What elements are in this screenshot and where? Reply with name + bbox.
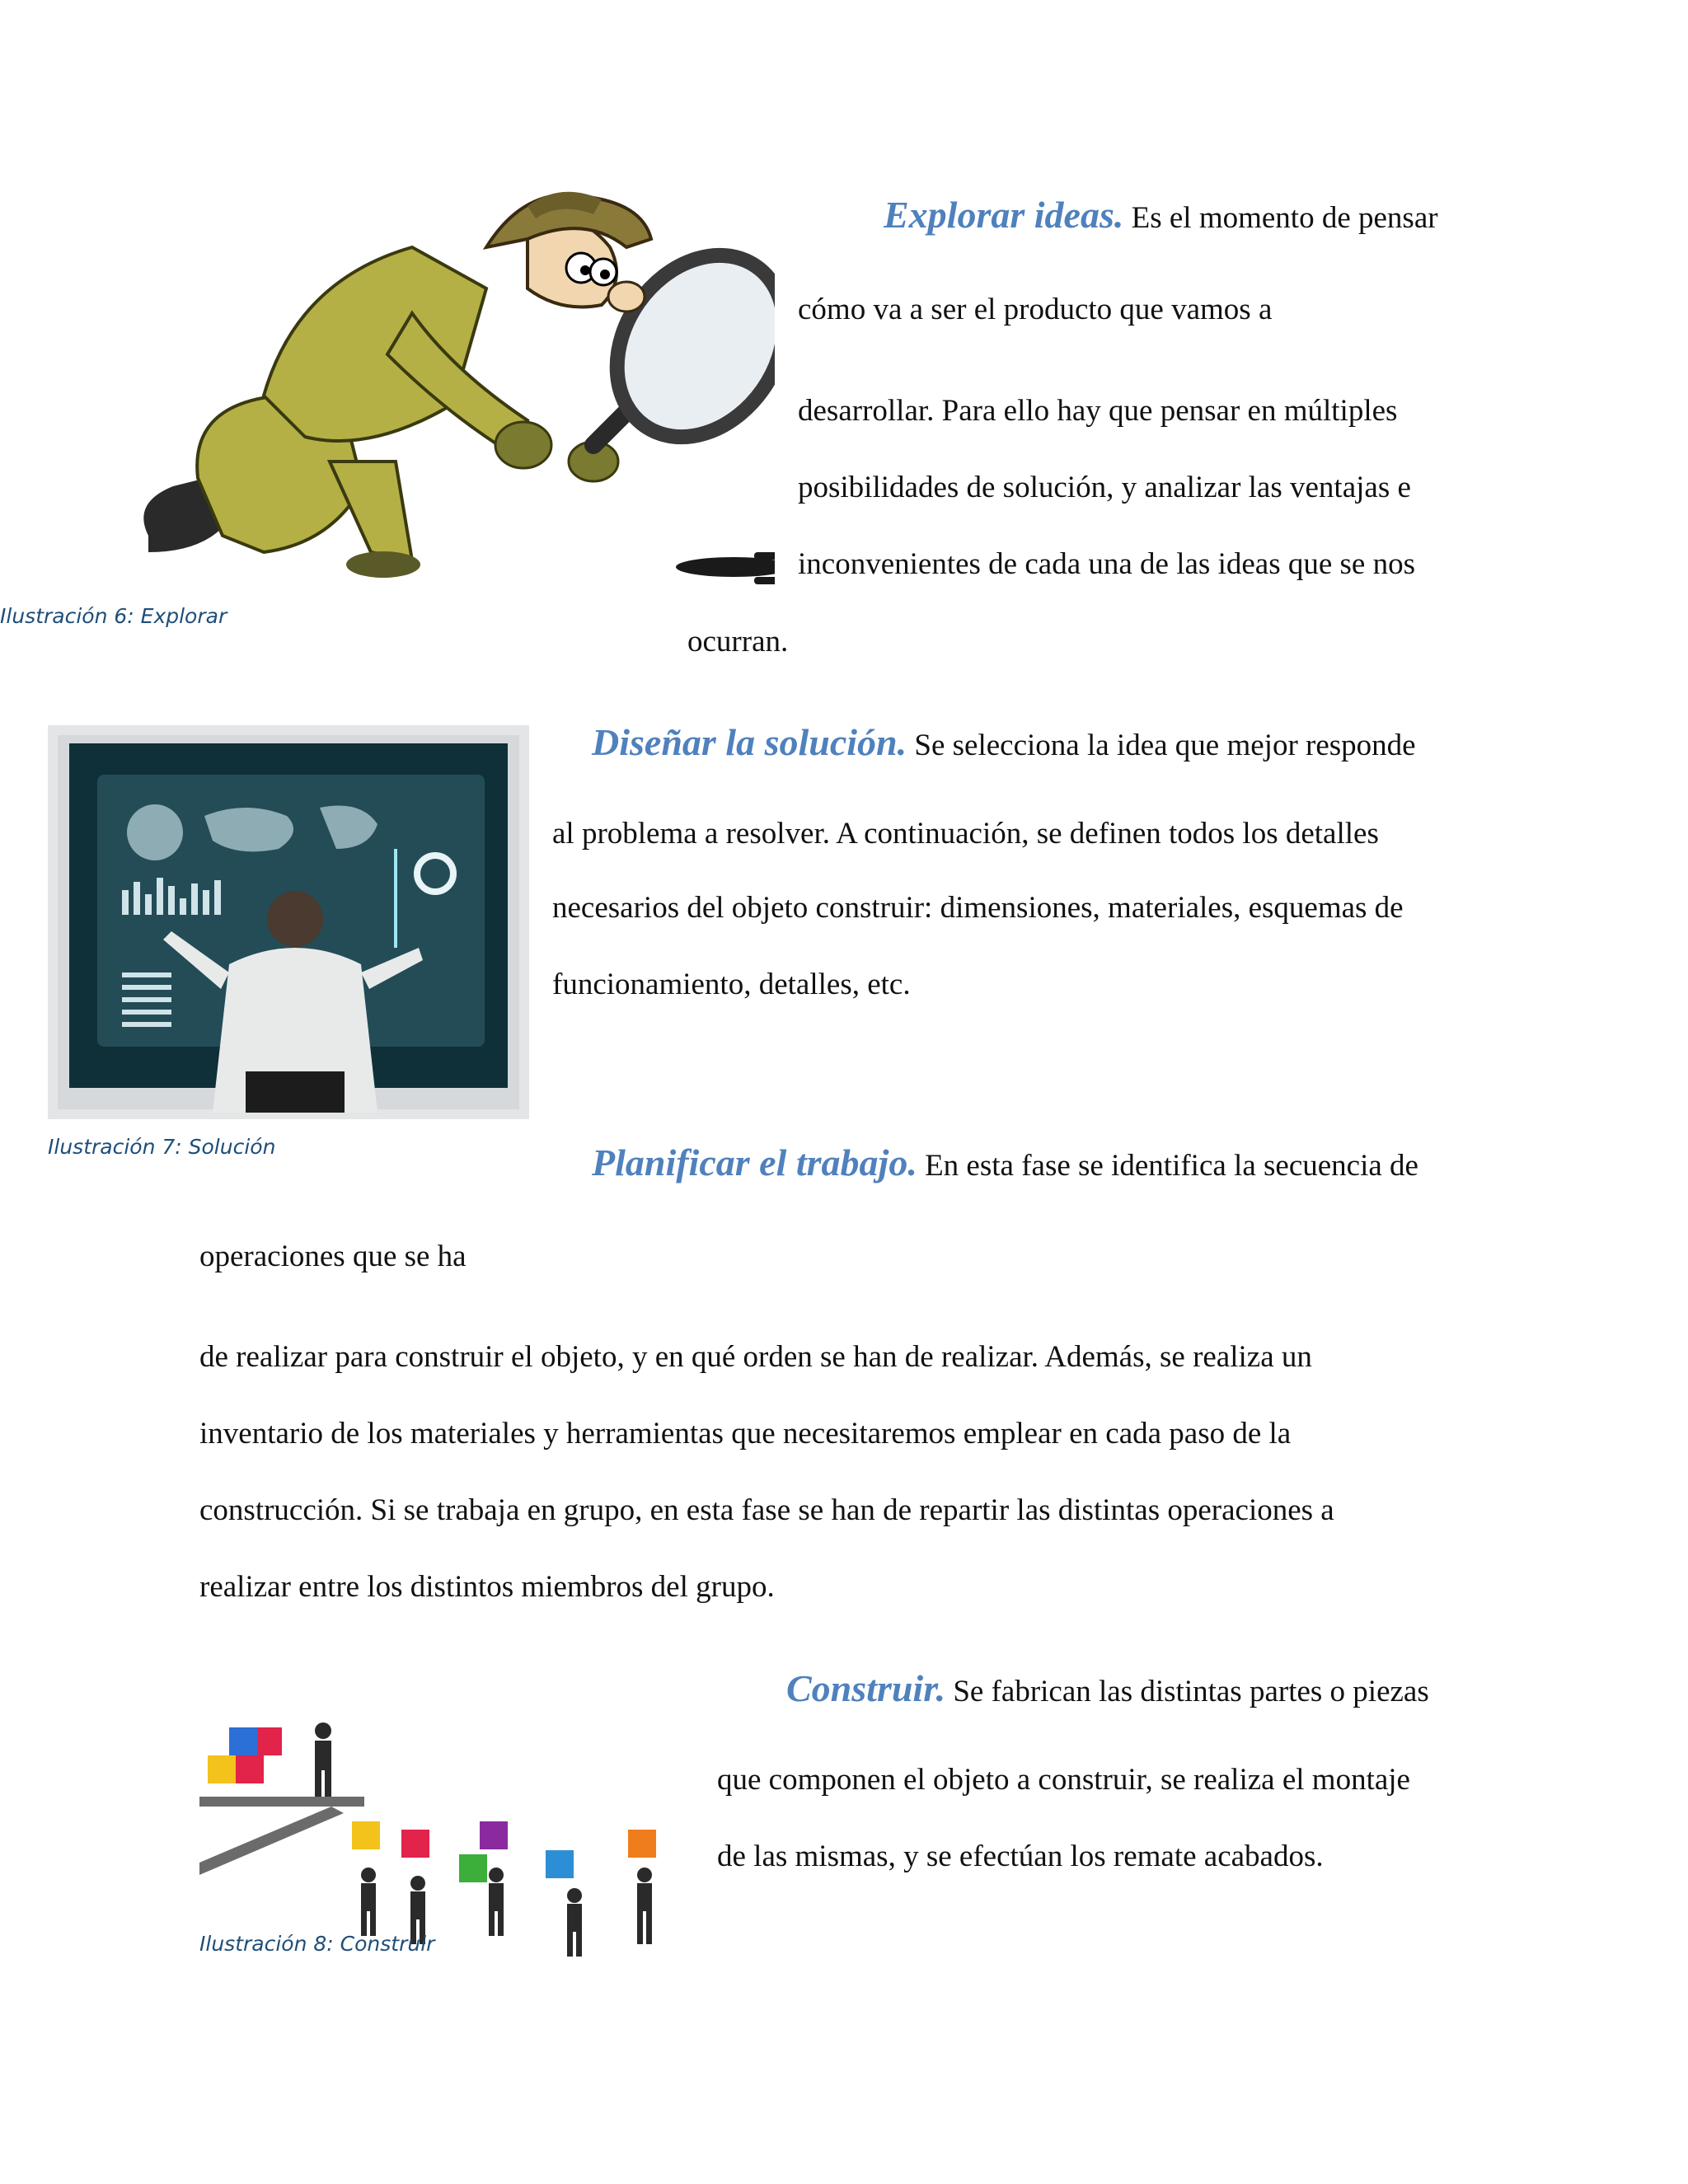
disenar-line-1 (592, 721, 1416, 763)
explorar-line-2: cómo va a ser el producto que vamos a (798, 293, 1273, 326)
planificar-line-3: de realizar para construir el objeto, y en qué orden se han de realizar. Además, se realiza un (199, 1340, 1312, 1374)
planificar-heading: Planificar el trabajo. (592, 1141, 917, 1183)
construir-line-1 (786, 1667, 1429, 1709)
construir-text-1: Se fabrican las distintas partes o piezas (953, 1675, 1429, 1708)
explorar-line-5: inconvenientes de cada una de las ideas que se nos (798, 547, 1415, 581)
construir-caption: Ilustración 8: Construir (199, 1932, 435, 1956)
detective-illustration (99, 190, 775, 602)
disenar-line-3: necesarios del objeto construir: dimensiones, materiales, esquemas de (552, 891, 1404, 925)
planificar-line-1 (592, 1141, 1418, 1183)
explorar-text-1: Es el momento de pensar (1131, 201, 1438, 235)
explorar-line-4: posibilidades de solución, y analizar las ventajas e (798, 471, 1411, 504)
explorar-line-3: desarrollar. Para ello hay que pensar en múltiples (798, 394, 1398, 428)
planificar-line-2: operaciones que se ha (199, 1240, 467, 1273)
planificar-text-1: En esta fase se identifica la secuencia de (925, 1149, 1418, 1183)
puzzle-team-illustration (199, 1698, 694, 1970)
planificar-line-5: construcción. Si se trabaja en grupo, en esta fase se han de repartir las distintas operaciones a (199, 1493, 1334, 1527)
disenar-caption: Ilustración 7: Solución (48, 1135, 276, 1159)
construir-heading: Construir. (786, 1667, 946, 1709)
solution-screen-illustration (48, 725, 529, 1119)
planificar-line-6: realizar entre los distintos miembros del grupo. (199, 1570, 775, 1604)
explorar-line-6: ocurran. (687, 625, 789, 658)
explorar-caption: Ilustración 6: Explorar (0, 604, 227, 628)
construir-line-3: de las mismas, y se efectúan los remate acabados. (717, 1840, 1324, 1873)
explorar-line-1 (884, 196, 1438, 234)
disenar-line-2: al problema a resolver. A continuación, se definen todos los detalles (552, 817, 1379, 851)
disenar-line-4: funcionamiento, detalles, etc. (552, 968, 911, 1001)
explorar-heading: Explorar ideas. (884, 194, 1124, 236)
construir-line-2: que componen el objeto a construir, se realiza el montaje (717, 1763, 1410, 1797)
disenar-heading: Diseñar la solución. (592, 721, 907, 763)
disenar-text-1: Se selecciona la idea que mejor responde (914, 729, 1416, 762)
planificar-line-4: inventario de los materiales y herramientas que necesitaremos emplear en cada paso de la (199, 1417, 1292, 1451)
